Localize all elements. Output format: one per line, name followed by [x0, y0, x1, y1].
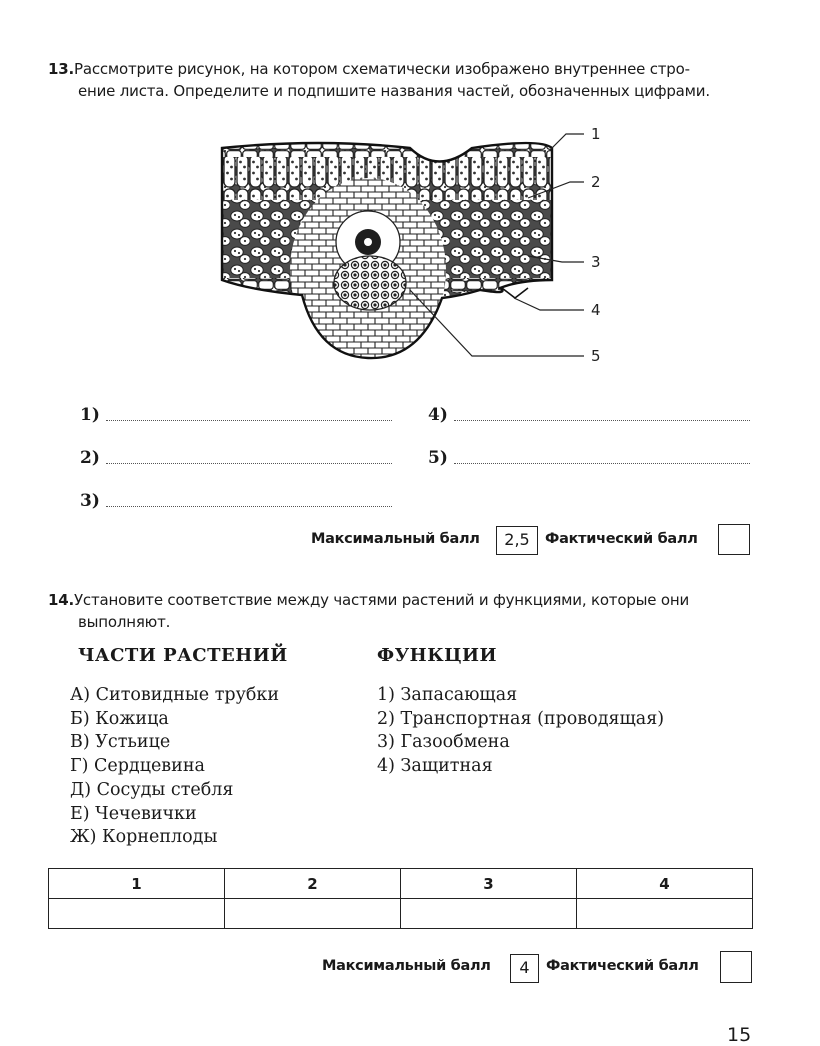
q13-fact-score-box[interactable]	[718, 524, 750, 555]
table-answer-cell[interactable]	[401, 899, 577, 929]
leaf-cross-section-diagram	[210, 120, 620, 370]
table-header-cell: 1	[49, 869, 225, 899]
answer-label-2: 2)	[80, 448, 100, 468]
answer-label-1: 1)	[80, 405, 100, 425]
answer-label-4: 4)	[428, 405, 448, 425]
functions-header: ФУНКЦИИ	[377, 645, 497, 666]
q13-fact-score-label: Фактический балл	[545, 531, 698, 547]
q14-line2: выполняют.	[78, 613, 171, 631]
part-item: Е) Чечевички	[70, 803, 197, 824]
q13-number: 13.	[48, 60, 74, 78]
answer-line-3[interactable]	[106, 506, 392, 507]
table-header-cell: 3	[401, 869, 577, 899]
q14-line1: Установите соответствие между частями растений и функциями, которые они	[73, 591, 690, 609]
callout-4: 4	[591, 301, 601, 319]
table-answer-cell[interactable]	[577, 899, 753, 929]
callout-1: 1	[591, 125, 601, 143]
q14-fact-score-box[interactable]	[720, 951, 752, 983]
parts-list	[70, 684, 279, 850]
q13-text	[48, 58, 768, 102]
part-item: Б) Кожица	[70, 708, 169, 729]
answer-line-2[interactable]	[106, 463, 392, 464]
answer-line-5[interactable]	[454, 463, 750, 464]
part-item: Д) Сосуды стебля	[70, 779, 234, 800]
table-answer-cell[interactable]	[49, 899, 225, 929]
part-item: А) Ситовидные трубки	[70, 685, 280, 705]
function-item: 3) Газообмена	[377, 732, 510, 753]
callout-5: 5	[591, 347, 601, 365]
part-item: Г) Сердцевина	[70, 756, 205, 777]
function-item: 2) Транспортная (проводящая)	[377, 708, 665, 729]
q14-number: 14.	[48, 591, 74, 609]
answer-label-3: 3)	[80, 491, 100, 511]
table-header-row	[49, 869, 753, 899]
part-item: В) Устьице	[70, 732, 171, 753]
q14-max-score-value: 4	[510, 954, 539, 983]
function-item: 4) Защитная	[377, 756, 493, 777]
table-answer-cell[interactable]	[225, 899, 401, 929]
callout-2: 2	[591, 173, 601, 191]
table-answer-row	[49, 899, 753, 929]
q13-line1: Рассмотрите рисунок, на котором схематически изображено внутреннее стро-	[73, 60, 690, 78]
function-item: 1) Запасающая	[377, 685, 518, 705]
q14-max-score-label: Максимальный балл	[322, 958, 491, 974]
answer-line-4[interactable]	[454, 420, 750, 421]
q13-line2: ение листа. Определите и подпишите названия частей, обозначенных цифрами.	[78, 82, 710, 100]
q13-max-score-label: Максимальный балл	[311, 531, 480, 547]
table-header-cell: 4	[577, 869, 753, 899]
q13-max-score-value: 2,5	[496, 526, 538, 555]
q14-fact-score-label: Фактический балл	[546, 958, 699, 974]
q14-text	[48, 589, 768, 633]
table-header-cell: 2	[225, 869, 401, 899]
parts-header: ЧАСТИ РАСТЕНИЙ	[78, 645, 288, 666]
answer-line-1[interactable]	[106, 420, 392, 421]
callout-3: 3	[591, 253, 601, 271]
answer-table	[48, 868, 753, 929]
functions-list	[377, 684, 664, 779]
answer-label-5: 5)	[428, 448, 448, 468]
part-item: Ж) Корнеплоды	[70, 827, 218, 848]
page-number: 15	[727, 1024, 752, 1046]
